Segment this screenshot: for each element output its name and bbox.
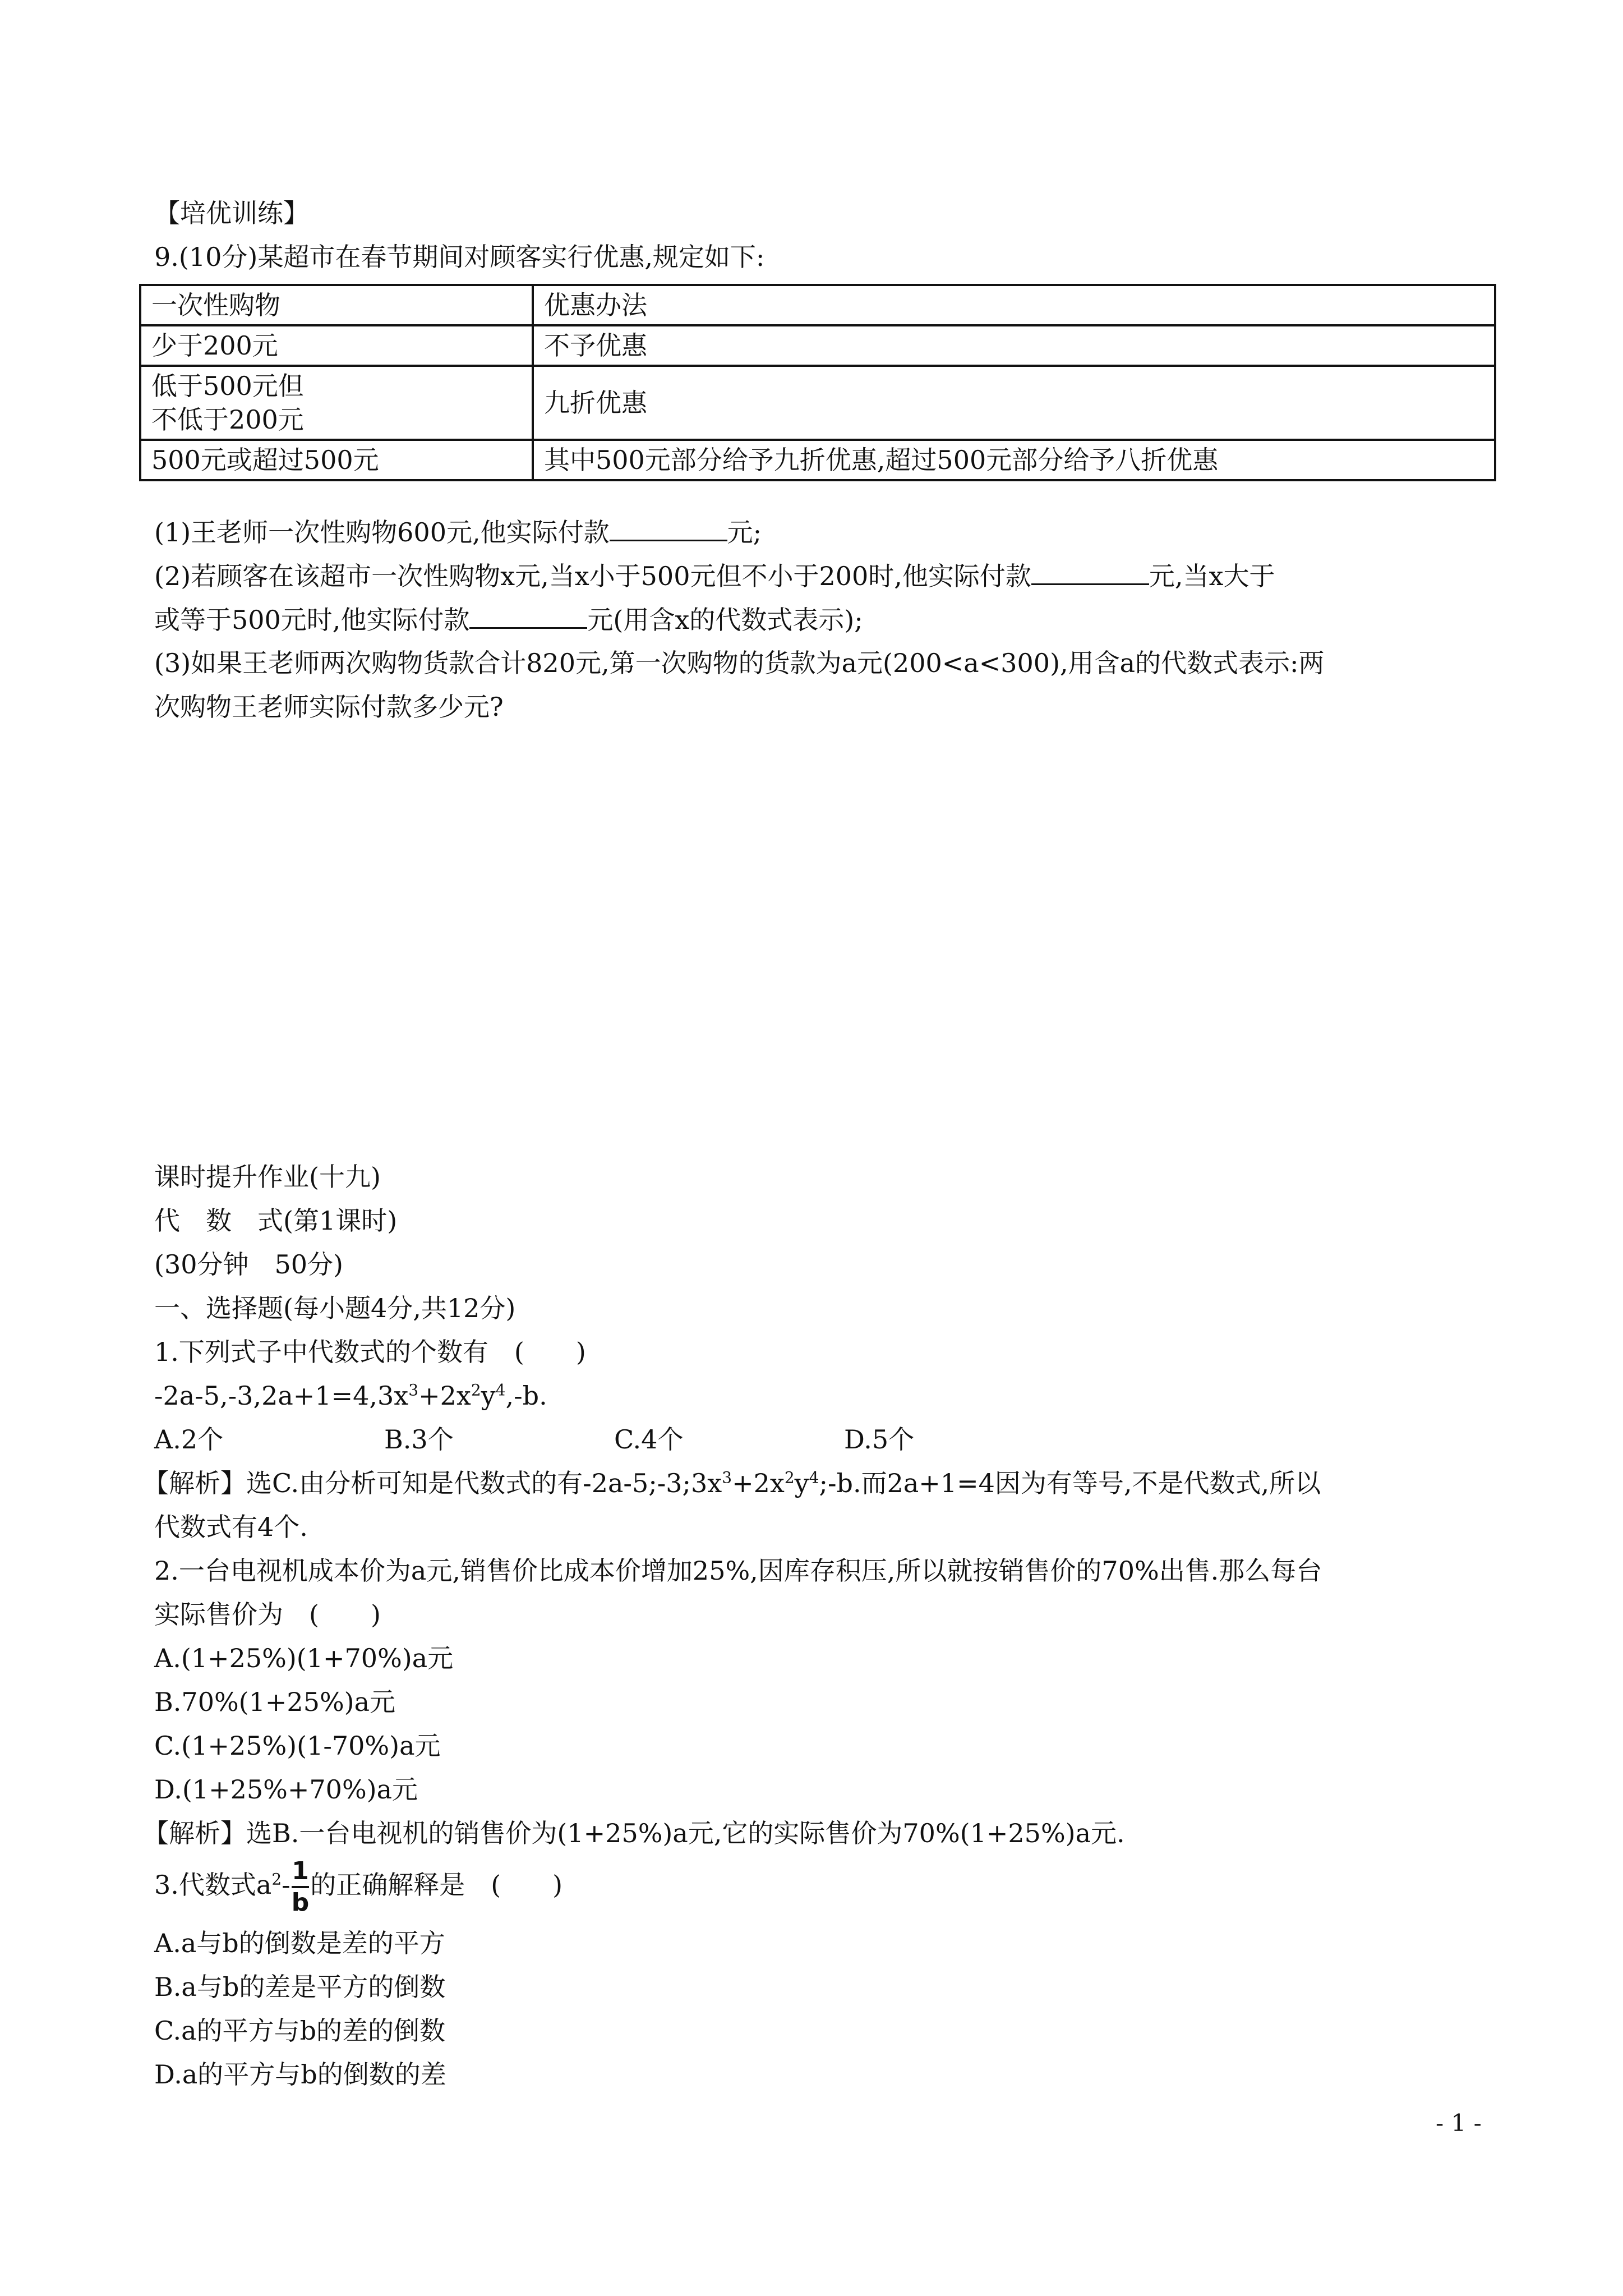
table-cell: 不予优惠 [533, 325, 1495, 366]
worksheet-subtitle [154, 1204, 397, 1237]
exponent: 3 [408, 1381, 419, 1400]
text: 【解析】选C.由分析可知是代数式的有-2a-5;-3;3x [143, 1468, 722, 1498]
worksheet-title: 课时提升作业(十九) [154, 1162, 381, 1192]
exponent: 4 [809, 1468, 819, 1487]
answer-blank[interactable] [610, 515, 727, 541]
table-row [140, 325, 1495, 366]
fraction-denominator: b [291, 1888, 310, 1917]
fraction-numerator: 1 [292, 1857, 309, 1885]
table-header-cell: 一次性购物 [140, 285, 533, 325]
option-b[interactable]: B.70%(1+25%)a元 [154, 1687, 396, 1717]
table-cell-line: 不低于200元 [151, 404, 304, 435]
text: ;-b.而2a+1=4因为有等号,不是代数式,所以 [819, 1468, 1321, 1498]
question-9: 9.(10分)某超市在春节期间对顾客实行优惠,规定如下: [154, 242, 765, 272]
text: 3.代数式a [154, 1870, 272, 1900]
exponent: 2 [784, 1468, 795, 1487]
option-d[interactable]: D.5个 [844, 1424, 915, 1455]
answer-analysis-1-cont: 代数式有4个. [154, 1512, 308, 1542]
option-c[interactable]: C.(1+25%)(1-70%)a元 [154, 1731, 441, 1761]
table-cell: 少于200元 [140, 325, 533, 366]
answer-analysis-2: 【解析】选B.一台电视机的销售价为(1+25%)a元,它的实际售价为70%(1+25%)a元. [143, 1818, 1125, 1848]
table-header-cell: 优惠办法 [533, 285, 1495, 325]
text: - [282, 1870, 291, 1900]
text: y [794, 1468, 809, 1498]
question-1-expressions [154, 1379, 547, 1412]
text: 元,当x大于 [1149, 561, 1275, 591]
text: (1)王老师一次性购物600元,他实际付款 [154, 517, 610, 547]
answer-analysis-1 [143, 1466, 1321, 1500]
question-2: 2.一台电视机成本价为a元,销售价比成本价增加25%,因库存积压,所以就按销售价的70%出售.那么每台 [154, 1556, 1322, 1586]
part-heading: 一、选择题(每小题4分,共12分) [154, 1293, 516, 1323]
answer-blank[interactable] [469, 602, 587, 629]
text: 的正确解释是 ( ) [310, 1870, 563, 1900]
answer-blank[interactable] [1031, 559, 1149, 585]
question-2-cont: 实际售价为 ( ) [154, 1599, 381, 1630]
exponent: 4 [495, 1381, 506, 1400]
question-1: 1.下列式子中代数式的个数有 ( ) [154, 1337, 586, 1367]
option-c[interactable]: C.4个 [614, 1424, 684, 1455]
question-3 [154, 1851, 562, 1918]
text: (2)若顾客在该超市一次性购物x元,当x小于500元但不小于200时,他实际付款 [154, 561, 1031, 591]
text: y [481, 1381, 496, 1411]
option-c[interactable]: C.a的平方与b的差的倒数 [154, 2016, 446, 2046]
page-number: - 1 - [1436, 2109, 1482, 2137]
option-b[interactable]: B.3个 [384, 1424, 454, 1455]
exponent: 3 [722, 1468, 732, 1487]
table-row [140, 366, 1495, 440]
exponent: 2 [271, 1870, 282, 1889]
text: 元; [727, 517, 762, 547]
discount-table [139, 284, 1496, 481]
sub-question-3: (3)如果王老师两次购物货款合计820元,第一次购物的货款为a元(200<a<300),用含a的代数式表示:两 [154, 648, 1325, 678]
sub-question-1 [154, 515, 762, 549]
option-a[interactable]: A.2个 [154, 1424, 224, 1455]
text: +2x [418, 1381, 471, 1411]
sub-question-3-cont: 次购物王老师实际付款多少元? [154, 692, 504, 722]
text: ,-b. [505, 1381, 547, 1411]
text: -2a-5,-3,2a+1=4,3x [154, 1381, 409, 1411]
option-d[interactable]: D.(1+25%+70%)a元 [154, 1774, 418, 1805]
option-b[interactable]: B.a与b的差是平方的倒数 [154, 1972, 446, 2002]
table-row [140, 440, 1495, 480]
table-header-row [140, 285, 1495, 325]
sub-question-2-cont [154, 602, 863, 637]
option-a[interactable]: A.a与b的倒数是差的平方 [154, 1928, 445, 1958]
text: +2x [732, 1468, 785, 1498]
text: (第1课时) [283, 1205, 398, 1236]
table-cell-line: 低于500元但 [151, 371, 304, 401]
fraction [292, 1859, 310, 1915]
section-heading: 【培优训练】 [154, 198, 309, 228]
table-cell: 其中500元部分给予九折优惠,超过500元部分给予八折优惠 [533, 440, 1495, 480]
table-cell: 九折优惠 [533, 366, 1495, 440]
table-cell: 500元或超过500元 [140, 440, 533, 480]
text: 代 数 式 [154, 1205, 283, 1236]
text: 元(用含x的代数式表示); [587, 605, 863, 635]
option-d[interactable]: D.a的平方与b的倒数的差 [154, 2059, 446, 2090]
sub-question-2 [154, 559, 1275, 593]
option-a[interactable]: A.(1+25%)(1+70%)a元 [154, 1643, 454, 1673]
text: 或等于500元时,他实际付款 [154, 605, 470, 635]
exponent: 2 [471, 1381, 481, 1400]
table-cell [140, 366, 533, 440]
time-score: (30分钟 50分) [154, 1249, 343, 1280]
